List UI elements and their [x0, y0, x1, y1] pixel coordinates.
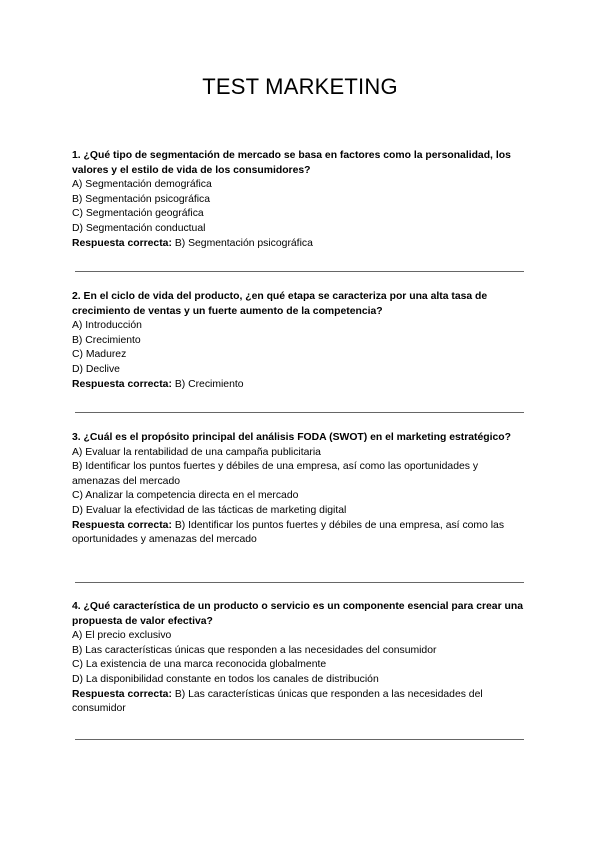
option-d: D) Declive	[72, 363, 120, 375]
option-d: D) Segmentación conductual	[72, 222, 206, 234]
question-text: 1. ¿Qué tipo de segmentación de mercado se basa en factores como la personalidad, los valores y el estilo de vida de los consumidores?	[72, 150, 511, 176]
question-block-3	[72, 431, 524, 548]
option-a: A) Evaluar la rentabilidad de una campaña publicitaria	[72, 446, 321, 458]
answer-text: B) Identificar los puntos fuertes y débiles de una empresa, así como las oportunidades y amenazas del mercado	[72, 519, 505, 546]
question-block-1	[72, 149, 524, 251]
option-b: B) Las características únicas que responden a las necesidades del consumidor	[72, 644, 437, 656]
option-a: A) Introducción	[72, 320, 142, 332]
correct-answer	[72, 688, 524, 717]
answer-text: B) Segmentación psicográfica	[174, 237, 313, 249]
option-a: A) Segmentación demográfica	[72, 179, 212, 191]
option-b: B) Identificar los puntos fuertes y débiles de una empresa, así como las oportunidades y amenazas del mercado	[72, 461, 479, 487]
divider	[75, 739, 524, 740]
question-text: 2. En el ciclo de vida del producto, ¿en qué etapa se caracteriza por una alta tasa de crecimiento de ventas y un fuerte aumento de la competencia?	[72, 291, 488, 317]
question-text: 3. ¿Cuál es el propósito principal del análisis FODA (SWOT) en el marketing estratégico?	[72, 432, 511, 443]
option-c: C) La existencia de una marca reconocida globalmente	[72, 659, 327, 671]
option-c: C) Analizar la competencia directa en el mercado	[72, 490, 299, 502]
divider	[75, 271, 524, 272]
option-c: C) Madurez	[72, 349, 127, 361]
correct-answer	[72, 378, 524, 393]
divider	[75, 412, 524, 413]
question-block-4	[72, 600, 524, 717]
answer-label: Respuesta correcta:	[72, 378, 172, 390]
option-b: B) Segmentación psicográfica	[72, 193, 211, 205]
answer-text: B) Crecimiento	[174, 378, 244, 390]
answer-label: Respuesta correcta:	[72, 519, 172, 531]
answer-label: Respuesta correcta:	[72, 237, 172, 249]
correct-answer	[72, 519, 524, 548]
answer-text: B) Las características únicas que responden a las necesidades del consumidor	[72, 688, 483, 715]
divider	[75, 582, 524, 583]
option-d: D) Evaluar la efectividad de las tácticas de marketing digital	[72, 504, 347, 516]
option-b: B) Crecimiento	[72, 334, 141, 346]
question-block-2	[72, 290, 524, 392]
option-a: A) El precio exclusivo	[72, 630, 172, 642]
answer-label: Respuesta correcta:	[72, 688, 172, 700]
option-c: C) Segmentación geográfica	[72, 208, 204, 220]
question-text: 4. ¿Qué característica de un producto o servicio es un componente esencial para crear una propuesta de valor efectiva?	[72, 601, 523, 627]
correct-answer	[72, 237, 524, 252]
option-d: D) La disponibilidad constante en todos los canales de distribución	[72, 673, 379, 685]
page-title: TEST MARKETING	[202, 74, 398, 99]
